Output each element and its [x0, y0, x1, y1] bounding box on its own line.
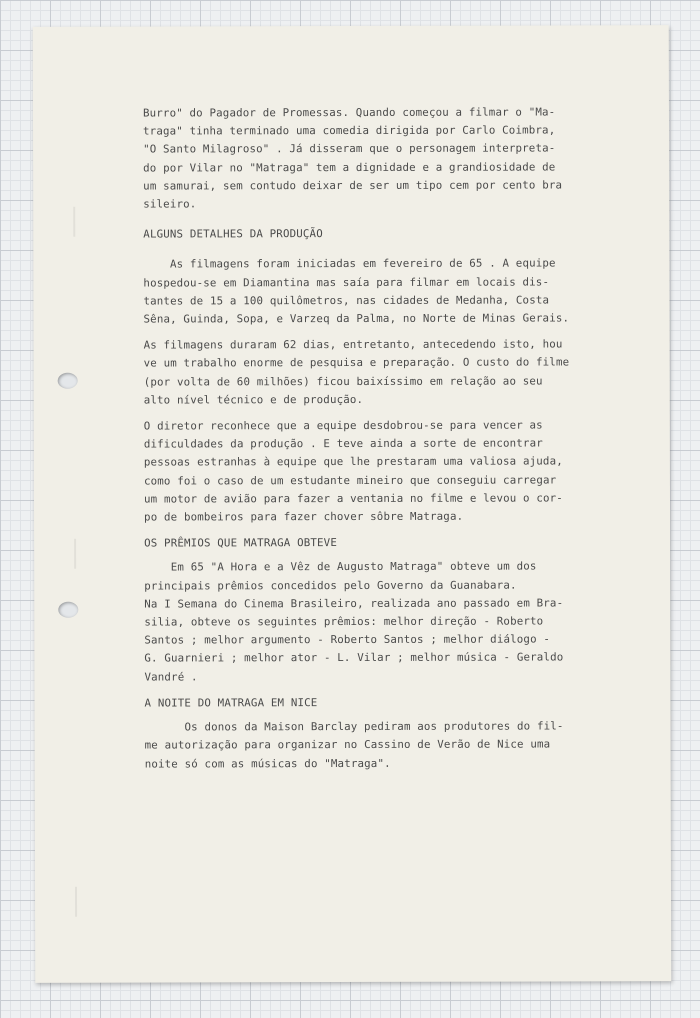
text-line: alto nível técnico e de produção. [143, 392, 364, 407]
text-line: Vandré . [144, 670, 198, 684]
page-crease [73, 207, 75, 237]
typewritten-page [33, 25, 672, 983]
section-heading: A NOITE DO MATRAGA EM NICE [144, 695, 318, 710]
text-line: um motor de avião para fazer a ventania no filme e levou o cor- [143, 491, 563, 506]
binder-hole-bottom [58, 602, 78, 618]
binder-hole-top [58, 373, 78, 389]
text-line: Santos ; melhor argumento - Roberto Santos ; melhor diálogo - [144, 632, 551, 647]
text-line: silia, obteve os seguintes prêmios: melhor direção - Roberto [144, 614, 544, 629]
text-line: O diretor reconhece que a equipe desdobrou-se para vencer as [143, 418, 543, 433]
text-line: tantes de 15 a 100 quilômetros, nas cidades de Medanha, Costa [143, 293, 550, 308]
text-line: As filmagens duraram 62 dias, entretanto, antecedendo isto, hou [143, 337, 563, 352]
text-line: (por volta de 60 milhões) ficou baixíssimo em relação ao seu [143, 374, 543, 389]
text-line: G. Guarnieri ; melhor ator - L. Vilar ; melhor música - Geraldo [144, 650, 564, 666]
text-line: Na I Semana do Cinema Brasileiro, realizada ano passado em Bra- [144, 596, 564, 611]
text-line: como foi o caso de um estudante mineiro que conseguiu carregar [143, 473, 557, 488]
text-line: sileiro. [143, 197, 197, 211]
text-line: pessoas estranhas à equipe que lhe prestaram uma valiosa ajuda, [143, 454, 563, 469]
section-heading: ALGUNS DETALHES DA PRODUÇÃO [143, 227, 323, 241]
text-line: Burro" do Pagador de Promessas. Quando começou a filmar o "Ma- [142, 105, 556, 120]
text-line: um samurai, sem contudo deixar de ser um tipo cem por cento bra [143, 178, 563, 193]
section-heading: OS PRÊMIOS QUE MATRAGA OBTEVE [144, 536, 337, 550]
text-line: me autorização para organizar no Cassino de Verão de Nice uma [144, 737, 551, 752]
page-crease [75, 887, 77, 917]
text-line: noite só com as músicas do "Matraga". [144, 756, 391, 771]
text-line: Em 65 "A Hora e a Vêz de Augusto Matraga" obteve um dos [144, 559, 537, 575]
text-line: Os donos da Maison Barclay pediram aos produtores do fil- [144, 719, 564, 734]
text-line: "O Santo Milagroso" . Já disseram que o personagem interpreta- [143, 141, 556, 156]
text-line: do por Vilar no "Matraga" tem a dignidade e a grandiosidade de [143, 160, 556, 175]
text-line: po de bombeiros para fazer chover sôbre Matraga. [144, 509, 464, 524]
page-crease [74, 539, 76, 569]
text-line: Sêna, Guinda, Sopa, e Varzeq da Palma, no Norte de Minas Gerais. [143, 311, 570, 326]
text-line: traga" tinha terminado uma comedia dirigida por Carlo Coimbra, [143, 123, 556, 138]
text-line: hospedou-se em Diamantina mas saía para filmar em locais dis- [143, 275, 550, 290]
text-line: As filmagens foram iniciadas em fevereiro de 65 . A equipe [143, 256, 556, 271]
text-line: principais prêmios concedidos pelo Governo da Guanabara. [144, 578, 517, 593]
page-body [143, 103, 665, 773]
text-line: ve um trabalho enorme de pesquisa e preparação. O custo do filme [143, 355, 570, 370]
text-line: dificuldades da produção . E teve ainda a sorte de encontrar [143, 436, 543, 451]
